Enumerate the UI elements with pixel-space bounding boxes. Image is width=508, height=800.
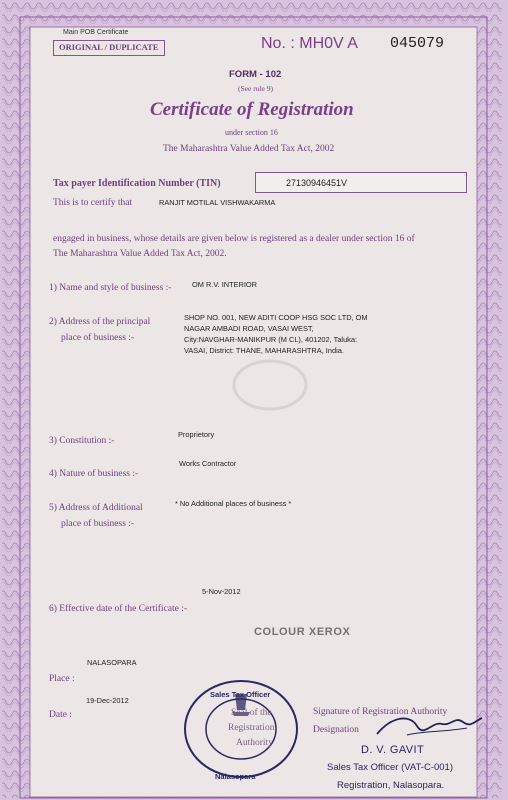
additional-label-line-1: 5) Address of Additional [49,503,143,513]
name-style-label: 1) Name and style of business :- [49,283,172,293]
place-value: NALASOPARA [87,658,137,667]
address-label-line-1: 2) Address of the principal [49,317,151,327]
certify-label: This is to certify that [53,198,133,208]
effective-date-value: 5-Nov-2012 [202,587,241,596]
officer-title: Sales Tax Officer (VAT-C-001) [327,762,454,773]
constitution-label: 3) Constitution :- [49,436,115,446]
rule-reference: (See rule 9) [238,84,273,93]
date-value: 19-Dec-2012 [86,696,129,705]
seal-caption: Registration [228,723,275,733]
address-label-line-2: place of business :- [61,333,135,343]
officer-name: D. V. GAVIT [361,744,425,756]
certificate-number: 045079 [390,35,445,52]
tin-value: 27130946451V [286,178,348,188]
form-number: FORM - 102 [229,69,282,80]
dealer-name: RANJIT MOTILAL VISHWAKARMA [159,198,276,207]
engaged-line-2: The Maharashtra Value Added Tax Act, 2002. [53,249,227,259]
seal-caption: Seal of the [231,708,272,718]
nature-value: Works Contractor [179,459,237,468]
address-line: NAGAR AMBADI ROAD, VASAI WEST, [184,324,314,333]
act-name: The Maharashtra Value Added Tax Act, 2002 [163,144,335,154]
document-title: Certificate of Registration [150,99,354,120]
address-line: SHOP NO. 001, NEW ADITI COOP HSG SOC LTD, OM [184,313,368,322]
engaged-line-1: engaged in business, whose details are given below is registered as a dealer under section 16 of [53,234,415,244]
date-label: Date : [49,710,72,720]
tin-label: Tax payer Identification Number (TIN) [53,178,221,189]
certificate-number-prefix: No. : MH0V A [261,35,358,52]
constitution-value: Proprietory [178,430,215,439]
main-pob-label: Main POB Certificate [63,29,129,36]
address-line: VASAI, District: THANE, MAHARASHTRA, India. [184,346,344,355]
designation-label: Designation [313,725,359,735]
signature-label: Signature of Registration Authority [313,707,448,717]
address-line: City:NAVGHAR-MANIKPUR (M CL), 401202, Taluka: [184,335,358,344]
under-section: under section 16 [225,128,278,137]
effective-date-label: 6) Effective date of the Certificate :- [49,604,188,614]
copy-type: ORIGINAL / DUPLICATE [59,42,159,52]
additional-value: * No Additional places of business * [175,499,292,508]
nature-label: 4) Nature of business :- [49,469,139,479]
seal-top-text: Sales Tax Officer [210,690,271,699]
handwritten-signature [372,708,487,748]
colour-xerox-stamp: COLOUR XEROX [254,626,351,638]
seal-bottom-text: Nalasopara [215,772,256,781]
officer-office: Registration, Nalasopara. [337,780,445,791]
seal-caption: Authority [236,738,273,748]
place-label: Place : [49,674,75,684]
name-style-value: OM R.V. INTERIOR [192,280,258,289]
additional-label-line-2: place of business :- [61,519,135,529]
